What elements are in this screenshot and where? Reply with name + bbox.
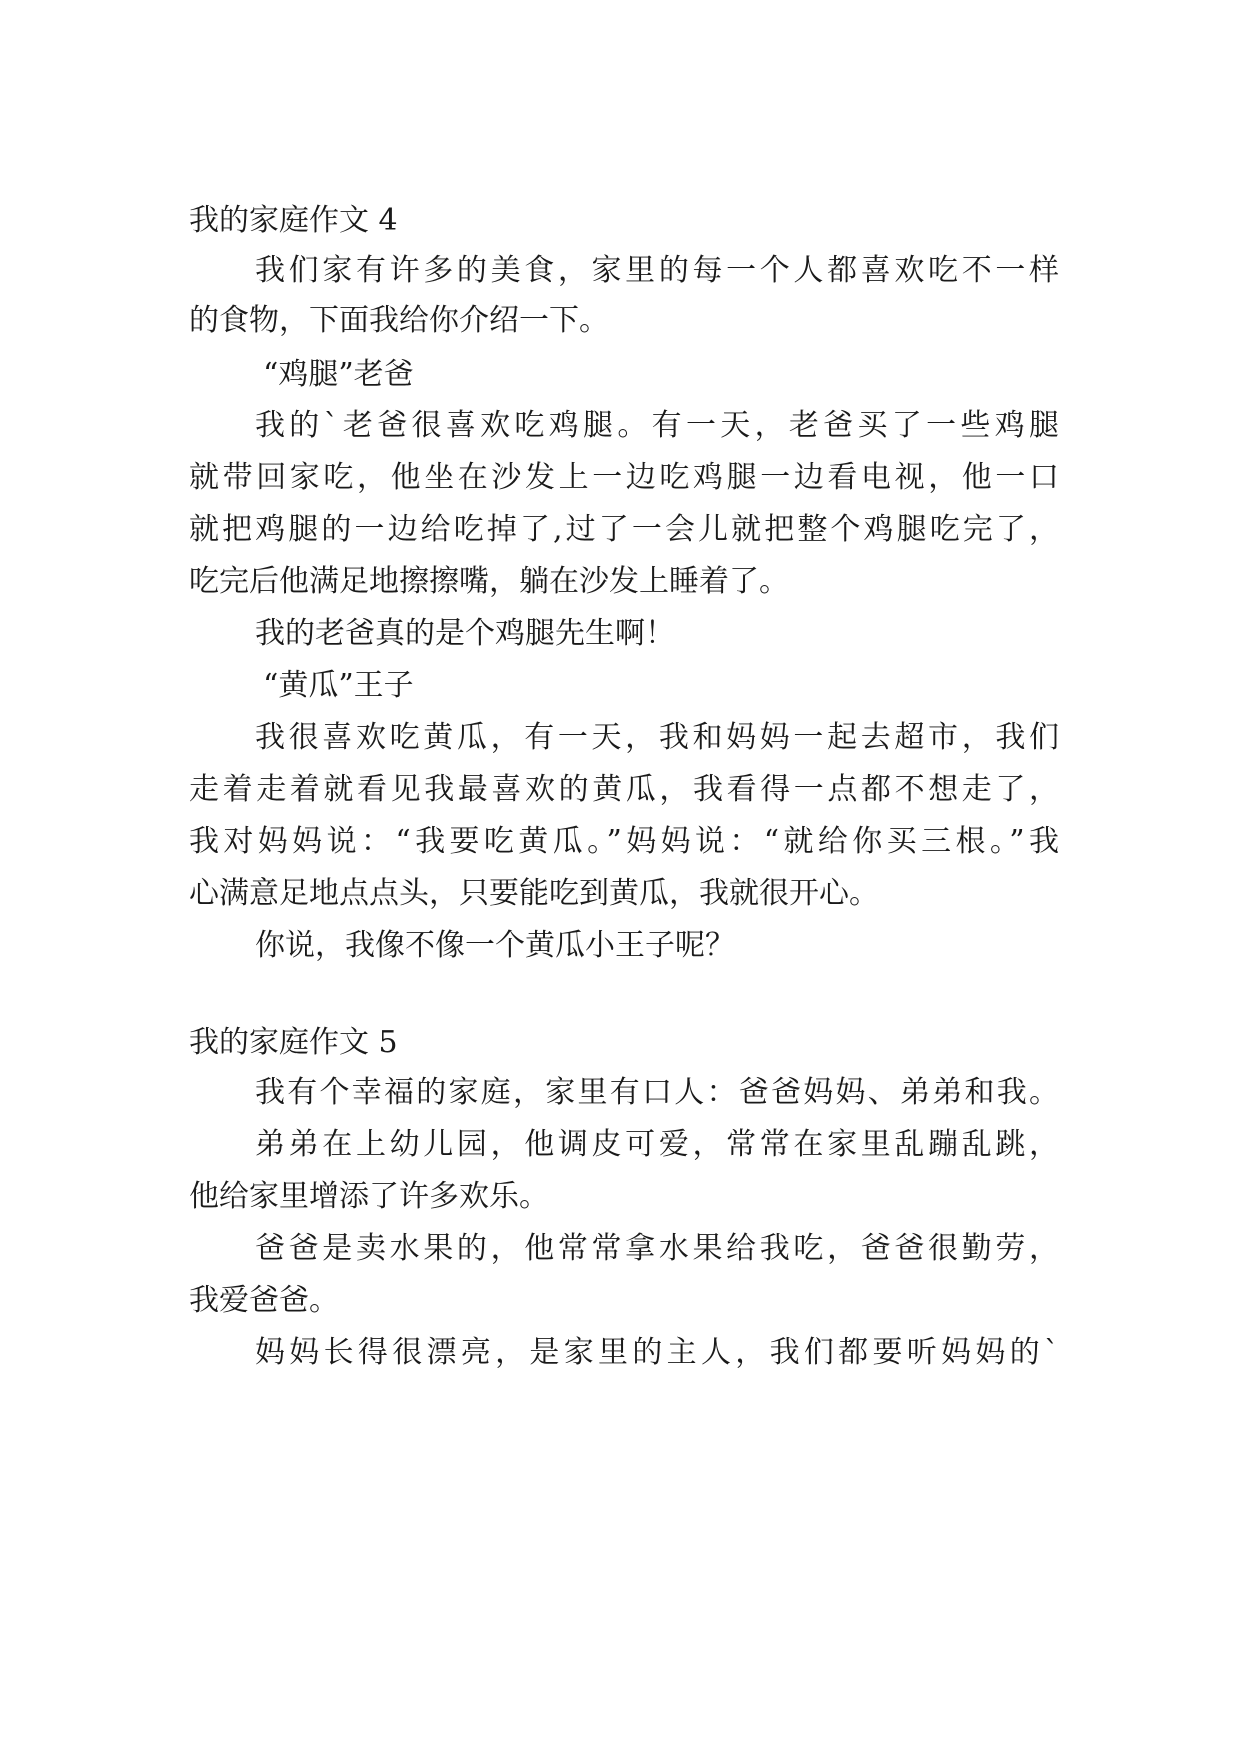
paragraph-line: 我很喜欢吃黄瓜，有一天，我和妈妈一起去超市，我们 [255,720,1059,755]
paragraph-line: 我们家有许多的美食，家里的每一个人都喜欢吃不一样 [255,253,1059,288]
paragraph-line: 爸爸是卖水果的，他常常拿水果给我吃，爸爸很勤劳， [255,1231,1059,1266]
section-5-title: 我的家庭作文 5 [189,1025,398,1060]
paragraph-line: 我爱爸爸。 [189,1283,339,1318]
paragraph-line: 我的`老爸很喜欢吃鸡腿。有一天，老爸买了一些鸡腿 [255,408,1059,443]
paragraph-line: 你说，我像不像一个黄瓜小王子呢？ [255,928,735,963]
subheading-cucumber-prince: “黄瓜”王子 [263,668,414,703]
paragraph-line: 就把鸡腿的一边给吃掉了,过了一会儿就把整个鸡腿吃完了， [189,512,1059,547]
paragraph-line: 妈妈长得很漂亮，是家里的主人，我们都要听妈妈的` [255,1335,1059,1370]
paragraph-line: 我有个幸福的家庭，家里有口人：爸爸妈妈、弟弟和我。 [255,1075,1059,1110]
paragraph-line: 走着走着就看见我最喜欢的黄瓜，我看得一点都不想走了， [189,772,1059,807]
paragraph-line: 他给家里增添了许多欢乐。 [189,1179,549,1214]
paragraph-line: 的食物，下面我给你介绍一下。 [189,303,609,338]
section-4-title: 我的家庭作文 4 [189,203,398,238]
paragraph-line: 我对妈妈说：“我要吃黄瓜。”妈妈说：“就给你买三根。”我 [189,824,1059,859]
paragraph-line: 吃完后他满足地擦擦嘴，躺在沙发上睡着了。 [189,564,789,599]
paragraph-line: 弟弟在上幼儿园，他调皮可爱，常常在家里乱蹦乱跳， [255,1127,1059,1162]
paragraph-line: 心满意足地点点头，只要能吃到黄瓜，我就很开心。 [189,876,879,911]
paragraph-line: 我的老爸真的是个鸡腿先生啊！ [255,616,675,651]
subheading-chicken-leg-dad: “鸡腿”老爸 [263,357,414,392]
paragraph-line: 就带回家吃，他坐在沙发上一边吃鸡腿一边看电视，他一口 [189,460,1059,495]
